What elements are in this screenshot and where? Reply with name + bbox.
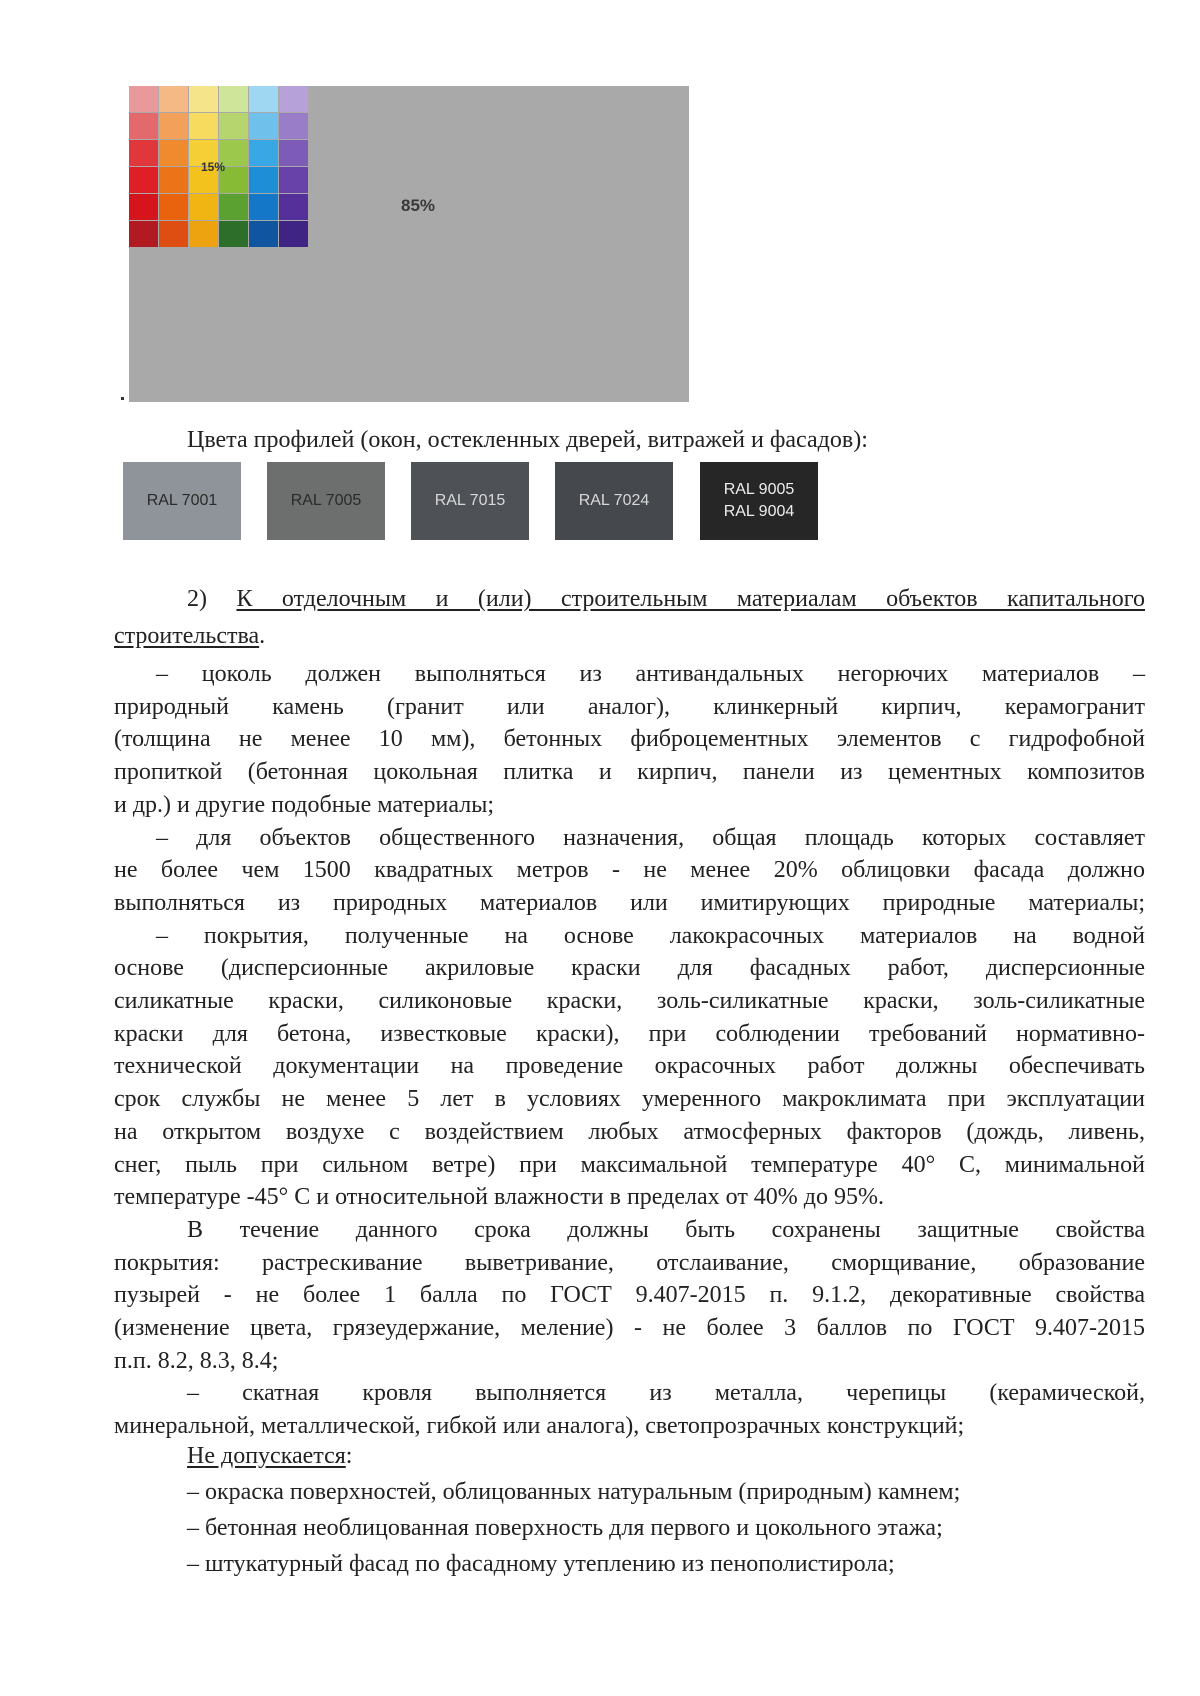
body-line: температуре -45° С и относительной влажности в пределах от 40% до 95%. bbox=[114, 1184, 885, 1211]
base-percent-label: 85% bbox=[401, 196, 436, 215]
palette-cell bbox=[129, 113, 158, 139]
palette-cell bbox=[219, 113, 248, 139]
prohibited-item: – бетонная необлицованная поверхность для первого и цокольного этажа; bbox=[187, 1515, 943, 1541]
ral-swatch-label: RAL 7001 bbox=[146, 492, 218, 509]
palette-cell bbox=[159, 86, 188, 112]
palette-cell bbox=[279, 194, 308, 220]
color-proportion-figure bbox=[129, 86, 689, 402]
body-line: природный камень (гранит или аналог), клинкерный кирпич, керамогранит bbox=[114, 693, 1145, 720]
section-2-title: К отделочным и (или) строительным материалам объектов капитального bbox=[236, 586, 1146, 612]
body-line: – для объектов общественного назначения, общая площадь которых составляет bbox=[156, 824, 1145, 851]
palette-cell bbox=[159, 113, 188, 139]
ral-swatch-label: RAL 7015 bbox=[434, 492, 506, 509]
section-2-title-line2 bbox=[114, 620, 265, 652]
ral-swatch bbox=[555, 462, 673, 540]
palette-cell bbox=[189, 86, 218, 112]
palette-cell bbox=[129, 221, 158, 247]
ral-swatch-label: RAL 9004 bbox=[723, 503, 795, 520]
body-line: на открытом воздухе с воздействием любых атмосферных факторов (дождь, ливень, bbox=[114, 1118, 1145, 1145]
palette-cell bbox=[249, 167, 278, 193]
palette-cell bbox=[249, 140, 278, 166]
body-line: технической документации на проведение окрасочных работ должны обеспечивать bbox=[114, 1053, 1145, 1080]
palette-cell bbox=[219, 194, 248, 220]
ral-swatch bbox=[700, 462, 818, 540]
palette-cell bbox=[219, 86, 248, 112]
palette-cell bbox=[249, 221, 278, 247]
palette-cell bbox=[189, 194, 218, 220]
body-line: и др.) и другие подобные материалы; bbox=[114, 791, 494, 818]
palette-cell bbox=[129, 86, 158, 112]
body-line: – покрытия, полученные на основе лакокрасочных материалов на водной bbox=[156, 922, 1145, 949]
body-line: – цоколь должен выполняться из антивандальных негорючих материалов – bbox=[156, 661, 1145, 687]
palette-cell bbox=[279, 221, 308, 247]
section-2-title-cont: строительства bbox=[114, 623, 260, 649]
body-line: не более чем 1500 квадратных метров - не менее 20% облицовки фасада должно bbox=[114, 857, 1145, 884]
palette-cell bbox=[249, 194, 278, 220]
body-line: покрытия: растрескивание выветривание, отслаивание, сморщивание, образование bbox=[114, 1249, 1145, 1276]
palette-cell bbox=[279, 140, 308, 166]
body-line: выполняться из природных материалов или имитирующих природные материалы; bbox=[114, 889, 1145, 916]
ral-swatch bbox=[267, 462, 385, 540]
body-line: В течение данного срока должны быть сохранены защитные свойства bbox=[187, 1216, 1145, 1243]
body-line: минеральной, металлической, гибкой или аналога), светопрозрачных конструкций; bbox=[114, 1413, 965, 1440]
palette-cell bbox=[159, 140, 188, 166]
palette-cell bbox=[189, 221, 218, 247]
body-line: (изменение цвета, грязеудержание, меление) - не более 3 баллов по ГОСТ 9.407-2015 bbox=[114, 1315, 1145, 1341]
body-line: – скатная кровля выполняется из металла, черепицы (керамической, bbox=[187, 1380, 1145, 1407]
palette-cell bbox=[129, 194, 158, 220]
body-line: краски для бетона, известковые краски), при соблюдении требований нормативно- bbox=[114, 1020, 1145, 1047]
section-2-title-line1 bbox=[187, 583, 1145, 615]
palette-cell bbox=[159, 221, 188, 247]
body-line: основе (дисперсионные акриловые краски для фасадных работ, дисперсионные bbox=[114, 955, 1145, 982]
palette-cell bbox=[189, 113, 218, 139]
palette-cell bbox=[219, 221, 248, 247]
stray-dot bbox=[121, 397, 124, 400]
body-line: пузырей - не более 1 балла по ГОСТ 9.407-2015 п. 9.1.2, декоративные свойства bbox=[114, 1282, 1145, 1309]
prohibited-heading: Не допускается bbox=[187, 1443, 346, 1469]
profiles-heading: Цвета профилей (окон, остекленных дверей, витражей и фасадов): bbox=[187, 427, 868, 453]
palette-cell bbox=[159, 167, 188, 193]
palette-cell bbox=[279, 113, 308, 139]
prohibited-heading-line bbox=[187, 1440, 352, 1472]
body-line: пропиткой (бетонная цокольная плитка и кирпич, панели из цементных композитов bbox=[114, 759, 1145, 786]
body-line: силикатные краски, силиконовые краски, золь-силикатные краски, золь-силикатные bbox=[114, 988, 1145, 1014]
palette-cell bbox=[159, 194, 188, 220]
body-line: снег, пыль при сильном ветре) при максимальной температуре 40° С, минимальной bbox=[114, 1151, 1145, 1178]
body-line: (толщина не менее 10 мм), бетонных фиброцементных элементов с гидрофобной bbox=[114, 726, 1145, 753]
body-line: срок службы не менее 5 лет в условиях умеренного макроклимата при эксплуатации bbox=[114, 1086, 1145, 1113]
palette-cell bbox=[249, 86, 278, 112]
prohibited-item: – окраска поверхностей, облицованных натуральным (природным) камнем; bbox=[187, 1479, 961, 1505]
palette-cell bbox=[129, 167, 158, 193]
ral-swatch-label: RAL 7024 bbox=[578, 492, 650, 509]
ral-swatch-label: RAL 7005 bbox=[290, 492, 362, 509]
palette-cell bbox=[279, 167, 308, 193]
section-2-number: 2) bbox=[187, 586, 207, 612]
ral-swatch-label: RAL 9005 bbox=[723, 481, 795, 498]
prohibited-colon: : bbox=[345, 1443, 353, 1469]
palette-cell bbox=[279, 86, 308, 112]
accent-percent-label: 15% bbox=[201, 160, 226, 174]
section-2-title-period: . bbox=[259, 623, 266, 649]
palette-cell bbox=[129, 140, 158, 166]
ral-swatch bbox=[411, 462, 529, 540]
prohibited-item: – штукатурный фасад по фасадному утеплению из пенополистирола; bbox=[187, 1551, 895, 1577]
ral-swatch bbox=[123, 462, 241, 540]
body-line: п.п. 8.2, 8.3, 8.4; bbox=[114, 1347, 279, 1374]
palette-cell bbox=[249, 113, 278, 139]
